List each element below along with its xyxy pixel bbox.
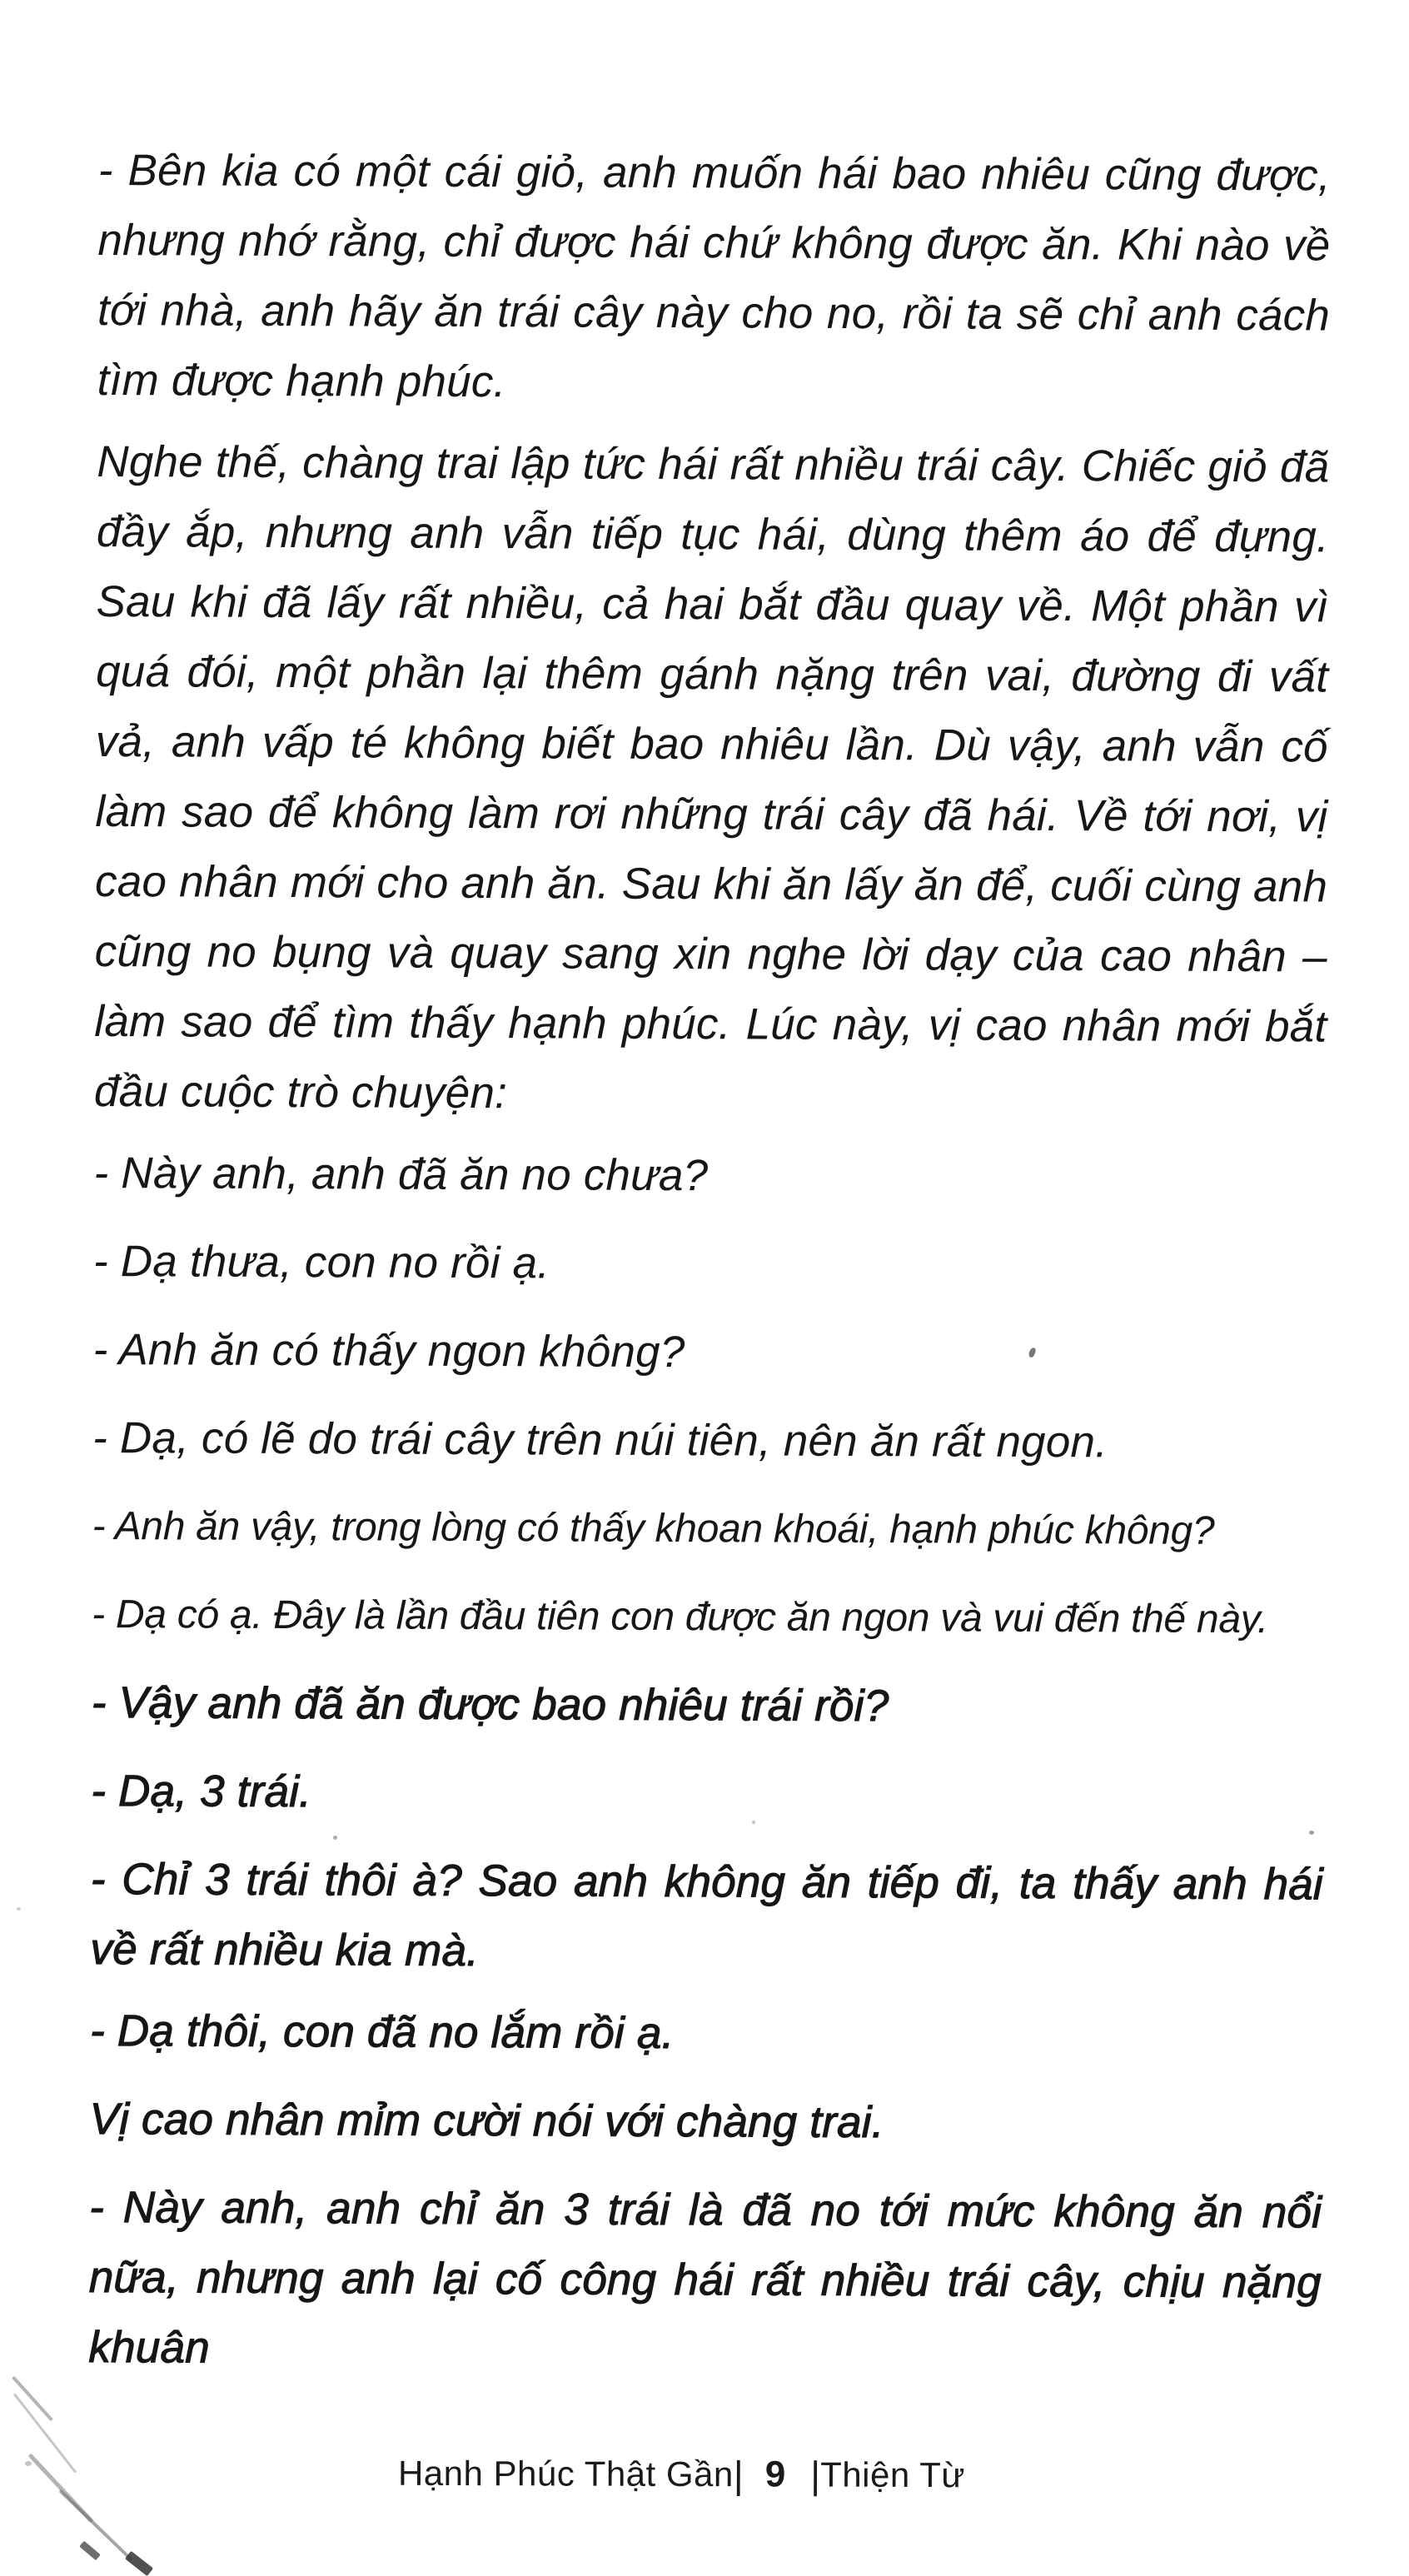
dialogue-line-7: - Anh ăn vậy, trong lòng có thấy khoan khoái, hạnh phúc không? bbox=[92, 1503, 1215, 1553]
page-number: 9 bbox=[764, 2454, 786, 2495]
dialogue-line-13: Vị cao nhân mỉm cười nói với chàng trai. bbox=[89, 2094, 884, 2148]
scan-artifact bbox=[13, 2393, 77, 2473]
scan-artifact bbox=[28, 2454, 94, 2524]
dialogue-line-8: - Dạ có ạ. Đây là lần đầu tiên con được ăn ngon và vui đến thế này. bbox=[92, 1592, 1269, 1642]
footer-book-title: Hạnh Phúc Thật Gần bbox=[397, 2453, 734, 2494]
footer-divider-left: | bbox=[733, 2453, 744, 2497]
dialogue-line-10: - Dạ, 3 trái. bbox=[91, 1766, 312, 1817]
footer-divider-right: | bbox=[810, 2453, 821, 2497]
paragraph-11: - Chỉ 3 trái thôi à? Sao anh không ăn tiếp đi, ta thấy anh hái về rất nhiều kia mà. bbox=[90, 1854, 1323, 1976]
dialogue-line-4: - Dạ thưa, con no rồi ạ. bbox=[92, 1236, 550, 1288]
page-footer bbox=[398, 2449, 965, 2496]
scan-artifact bbox=[58, 2489, 132, 2561]
dialogue-line-9: - Vậy anh đã ăn được bao nhiêu trái rồi? bbox=[91, 1677, 889, 1731]
dialogue-line-6: - Dạ, có lẽ do trái cây trên núi tiên, nên ăn rất ngon. bbox=[92, 1413, 1108, 1467]
dialogue-line-12: - Dạ thôi, con đã no lắm rồi ạ. bbox=[89, 2005, 675, 2059]
scan-speck bbox=[17, 1907, 21, 1911]
dialogue-line-5: - Anh ăn có thấy ngon không? bbox=[92, 1324, 685, 1378]
page-text bbox=[88, 136, 1331, 2399]
paragraph-14: - Này anh, anh chỉ ăn 3 trái là đã no tới mức không ăn nổi nữa, nhưng anh lại cố công hái rất nhiều trái cây, chịu nặng khuân bbox=[88, 2182, 1322, 2373]
scan-artifact bbox=[125, 2551, 153, 2576]
scan-artifact bbox=[12, 2376, 53, 2422]
footer-author: Thiện Từ bbox=[820, 2454, 966, 2495]
scan-artifact bbox=[25, 2461, 32, 2466]
paragraph-2: Nghe thế, chàng trai lập tức hái rất nhiều trái cây. Chiếc giỏ đã đầy ắp, nhưng anh vẫn tiếp tục hái, dùng thêm áo để đựng. Sau khi đã lấy rất nhiều, cả hai bắt đầu quay về. Một phần vì quá đói, một phần lại thêm gánh nặng trên vai, đường đi vất vả, anh vấp té không biết bao nhiêu lần. Dù vậy, anh vẫn cố làm sao để không làm rơi những trái cây đã hái. Về tới nơi, vị cao nhân mới cho anh ăn. Sau khi ăn lấy ăn để, cuối cùng anh cũng no bụng và quay sang xin nghe lời dạy của cao nhân – làm sao để tìm thấy hạnh phúc. Lúc này, vị cao nhân mới bắt đầu cuộc trò chuyện: bbox=[93, 436, 1330, 1119]
paragraph-1: - Bên kia có một cái giỏ, anh muốn hái bao nhiêu cũng được, nhưng nhớ rằng, chỉ được hái chứ không được ăn. Khi nào về tới nhà, anh hãy ăn trái cây này cho no, rồi ta sẽ chỉ anh cách tìm được hạnh phúc. bbox=[97, 145, 1331, 407]
scan-artifact bbox=[79, 2541, 101, 2561]
dialogue-line-3: - Này anh, anh đã ăn no chưa? bbox=[93, 1148, 709, 1201]
